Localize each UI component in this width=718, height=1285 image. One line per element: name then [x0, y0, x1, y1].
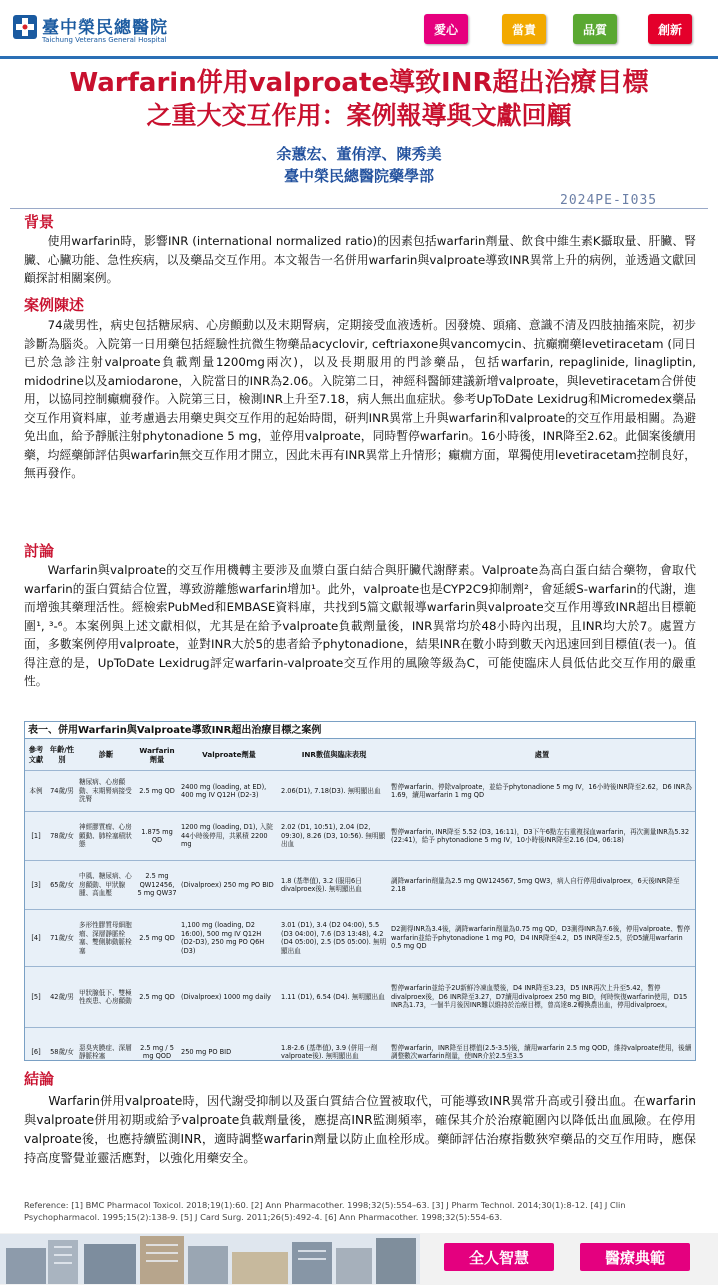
cell-inr: 1.11 (D1), 6.54 (D4). 無明顯出血 [279, 967, 389, 1028]
cell-warfarin: 2.5 mg QD [135, 771, 179, 812]
cell-ref: [4] [25, 910, 47, 967]
table-header-row [25, 740, 695, 771]
section-heading-background: 背景 [24, 213, 55, 231]
cell-ref: [3] [25, 861, 47, 910]
col-header-valproate: Valproate劑量 [202, 750, 256, 759]
references: Reference: [1] BMC Pharmacol Toxicol. 2018;19(1):60. [2] Ann Pharmacother. 1998;32(5):554–63. [3] J Pharm Technol. 2014;30(1):8-12. [4] J Clin Psychopharmacol. 1995;15(2):138-9. [5] J Card Surg. 2011;26(5):492-4. [6] Ann Pharmacother. 1998;32(5):554-63. [24, 1200, 626, 1222]
cell-dx: 糖尿病、心房顫動、末期腎病接受洗腎 [77, 771, 135, 812]
authors: 余蕙宏、董侑淳、陳秀美 [276, 145, 442, 163]
section-heading-discussion: 討論 [24, 542, 55, 560]
cell-inr: 2.02 (D1, 10:51), 2.04 (D2, 09:30), 8.26 (D3, 10:56). 無明顯出血 [279, 812, 389, 861]
cell-warfarin: 2.5 mg QW12456, 5 mg QW37 [135, 861, 179, 910]
background-text: 使用warfarin時，影響INR (international normalized ratio)的因素包括warfarin劑量、飲食中維生素K攝取量、肝臟、腎臟、心臟功能、急性疾病，以及藥品交互作用。本文報告一名併用warfarin與valproate導致INR異常上升的病例，並透過文獻回顧探討相關案例。 [24, 234, 696, 285]
cell-dx: 惡臭夾膜症、深層靜脈栓塞 [77, 1028, 135, 1062]
cell-mgmt: 調降warfarin劑量為2.5 mg QW124567, 5mg QW3，病人自行停用divalproex，6天後INR降至2.18 [389, 861, 695, 910]
cell-valproate: 250 mg PO BID [179, 1028, 279, 1062]
cell-dx: 神經膠質瘤、心房顫動、肺栓塞積狀態 [77, 812, 135, 861]
col-header-dx: 診斷 [98, 750, 114, 759]
cell-age: 78歲/女 [47, 812, 77, 861]
col-header-warfarin: Warfarin劑量 [139, 745, 175, 764]
cell-inr: 2.06(D1), 7.18(D3). 無明顯出血 [279, 771, 389, 812]
core-value-love: 愛心 [424, 14, 468, 44]
cell-valproate: 2400 mg (loading, at ED), 400 mg IV Q12H (D2-3) [179, 771, 279, 812]
poster-code: 2024PE-I035 [560, 193, 658, 208]
cell-dx: 甲狀腺低下、雙極性疾患、心房顫動 [77, 967, 135, 1028]
poster-title-line1: Warfarin併用valproate導致INR超出治療目標 [69, 68, 649, 98]
header-divider [0, 56, 718, 59]
table-row [25, 1028, 695, 1062]
cell-mgmt: 暫停warfarin、停除valproate，並給予phytonadione 5 mg IV，16小時後INR降至2.62，D6 INR為1.69，續用warfarin 1 mg QD [389, 771, 695, 812]
cell-ref: 本例 [25, 771, 47, 812]
affiliation: 臺中榮民總醫院藥學部 [283, 167, 434, 185]
cell-valproate: (Divalproex) 250 mg PO BID [179, 861, 279, 910]
cell-warfarin: 2.5 mg QD [135, 967, 179, 1028]
hospital-logo-icon [12, 14, 38, 40]
core-value-quality: 品質 [573, 14, 617, 44]
hospital-name-en: Taichung Veterans General Hospital [42, 36, 167, 44]
table-row [25, 812, 695, 861]
poster-title-line2: 之重大交互作用：案例報導與文獻回顧 [146, 101, 572, 130]
table-row [25, 910, 695, 967]
cell-warfarin: 2.5 mg / 5 mg QOD [135, 1028, 179, 1062]
cell-mgmt: 暫停warfarin, INR降至 5.52 (D3, 16:11)，D3下午6點左右重複採血warfarin，再次測量INR為5.32 (22:41)，給予 phytonadione 5 mg IV，10小時後INR降至2.16 (D4, 06:18) [389, 812, 695, 861]
cell-age: 65歲/女 [47, 861, 77, 910]
col-header-age: 年齡/性別 [49, 745, 75, 764]
footer-badge-holistic: 全人智慧 [444, 1243, 554, 1271]
case-table-grid [25, 740, 695, 1061]
table-row [25, 967, 695, 1028]
cell-inr: 1.8-2.6 (基準值), 3.9 (併用一劑valproate後). 無明顯出血 [279, 1028, 389, 1062]
table-row [25, 861, 695, 910]
cell-inr: 1.8 (基準值), 3.2 (服用6日divalproex後). 無明顯出血 [279, 861, 389, 910]
section-heading-conclusion: 結論 [24, 1070, 55, 1088]
cell-age: 42歲/男 [47, 967, 77, 1028]
cell-mgmt: 暫停warfarin並給予2U新鮮冷凍血漿後，D4 INR降至3.23，D5 INR再次上升至5.42，暫停divalproex後，D6 INR降至3.27，D7續用divalproex 250 mg BID，何時恢復warfarin使用，D15 INR為1.73，一個半月後因INR難以維持於治療目標，曾高達8.2轉換農出血，停用divalproex。 [389, 967, 695, 1028]
cell-valproate: 1,100 mg (loading, D2 16:00), 500 mg IV Q12H (D2-D3), 250 mg PO Q6H (D3) [179, 910, 279, 967]
discussion-text: Warfarin與valproate的交互作用機轉主要涉及血漿白蛋白結合與肝臟代謝酵素。Valproate為高白蛋白結合藥物，會取代warfarin的蛋白質結合位置，導致游離態warfarin增加¹。此外，valproate也是CYP2C9抑制劑²，會延緩S-warfarin的代謝，進而增強其藥理活性。經檢索PubMed和EMBASE資料庫，共找到5篇文獻報導warfarin與valproate交互作用導致INR超出目標範圍¹, ³-⁶。本案例與上述文獻相似，尤其是在給予valproate負載劑量後，INR異常均於48小時內出現，且INR均大於7。處置方面，多數案例停用valproate，並對INR大於5的患者給予phytonadione，結果INR在數小時到數天內迅速回到目標值(表一)。值得注意的是，UpToDate Lexidrug評定warfarin-valproate交互作用的風險等級為C，可能使臨床人員低估此交互作用的嚴重性。 [24, 563, 696, 688]
table-title: 表一、併用Warfarin與Valproate導致INR超出治療目標之案例 [25, 722, 695, 739]
hospital-name-zh: 臺中榮民總醫院 [42, 18, 168, 38]
cell-inr: 3.01 (D1), 3.4 (D2 04:00), 5.5 (D3 04:00), 7.6 (D3 13:48), 4.2 (D4 05:00), 2.5 (D5 05:00). 無明顯出血 [279, 910, 389, 967]
cell-warfarin: 2.5 mg QD [135, 910, 179, 967]
col-header-ref: 參考文獻 [28, 745, 44, 764]
cell-ref: [6] [25, 1028, 47, 1062]
cell-age: 71歲/女 [47, 910, 77, 967]
cell-dx: 中風、糖尿病、心房顫動、甲狀腺腫、高血壓 [77, 861, 135, 910]
col-header-mgmt: 處置 [534, 750, 550, 759]
cell-warfarin: 1.875 mg QD [135, 812, 179, 861]
cell-ref: [1] [25, 812, 47, 861]
cell-age: 58歲/女 [47, 1028, 77, 1062]
footer-badge-exemplar: 醫療典範 [580, 1243, 690, 1271]
cell-dx: 多形性膠質母細胞瘤、深層靜脈栓塞、雙側肺動脈栓塞 [77, 910, 135, 967]
hospital-buildings-photo-strip [0, 1234, 420, 1284]
core-value-innovation: 創新 [648, 14, 692, 44]
case-text: 74歲男性，病史包括糖尿病、心房顫動以及末期腎病，定期接受血液透析。因發燒、頭痛、意識不清及四肢抽搐來院，初步診斷為腦炎。入院第一日用藥包括經驗性抗微生物藥品acyclovir, ceftriaxone與vancomycin、抗癲癇藥levetiracetam (同日已於急診注射valproate負載劑量1200mg兩次)，以及長期服用的門診藥品，包括warfarin, repaglinide, linagliptin, midodrine以及amiodarone，入院當日的INR為2.06。入院第二日，神經科醫師建議新增valproate，與levetiracetam合併使用，以協同控制癲癇發作。入院第三日，檢測INR上升至7.18，病人無出血症狀。參考UpToDate Lexidrug和Micromedex藥品交互作用資料庫，並考慮過去用藥史與交互作用的起始時間，研判INR異常上升與warfarin和valproate的交互作用最相關。為避免出血，給予靜脈注射phytonadione 5 mg，並停用valproate，同時暫停warfarin。16小時後，INR降至2.62。此個案後續用藥，均經藥師評估與warfarin無交互作用才開立，因此未再有INR異常上升情形；癲癇方面，單獨使用levetiracetam控制良好，無再發作。 [24, 318, 696, 480]
conclusion-text: Warfarin併用valproate時，因代謝受抑制以及蛋白質結合位置被取代，可能導致INR異常升高或引發出血。在warfarin與valproate併用初期或給予valproate負載劑量後，應提高INR監測頻率，確保其介於治療範圍內以降低出血風險。在停用valproate後，也應持續監測INR，適時調整warfarin劑量以防止血栓形成。藥師評估治療指數狹窄藥品的交互作用時，應保持高度警覺並靈活應對，以強化用藥安全。 [24, 1094, 696, 1165]
cell-valproate: 1200 mg (loading, D1), 入院44小時後停用，共累積 2200 mg [179, 812, 279, 861]
cell-age: 74歲/男 [47, 771, 77, 812]
case-table [24, 721, 696, 1061]
cell-ref: [5] [25, 967, 47, 1028]
cell-mgmt: D2測得INR為3.4後，調降warfarin劑量為0.75 mg QD，D3測得INR為7.6後，停用valproate、暫停warfarin並給予phytonadione 1 mg PO，D4 INR降至4.2，D5 INR降至2.5，於D5續用warfarin 0.5 mg QD [389, 910, 695, 967]
table-row [25, 771, 695, 812]
cell-valproate: (Divalproex) 1000 mg daily [179, 967, 279, 1028]
section-heading-case: 案例陳述 [24, 296, 85, 314]
col-header-inr: INR數值與臨床表現 [301, 750, 367, 759]
core-value-accountability: 當責 [502, 14, 546, 44]
title-divider [10, 208, 708, 209]
cell-mgmt: 暫停warfarin，INR降至目標值(2.5-3.5)後，續用warfarin 2.5 mg QOD，維持valproate使用，後續調整數次warfarin劑量，使INR介於2.5至3.5 [389, 1028, 695, 1062]
